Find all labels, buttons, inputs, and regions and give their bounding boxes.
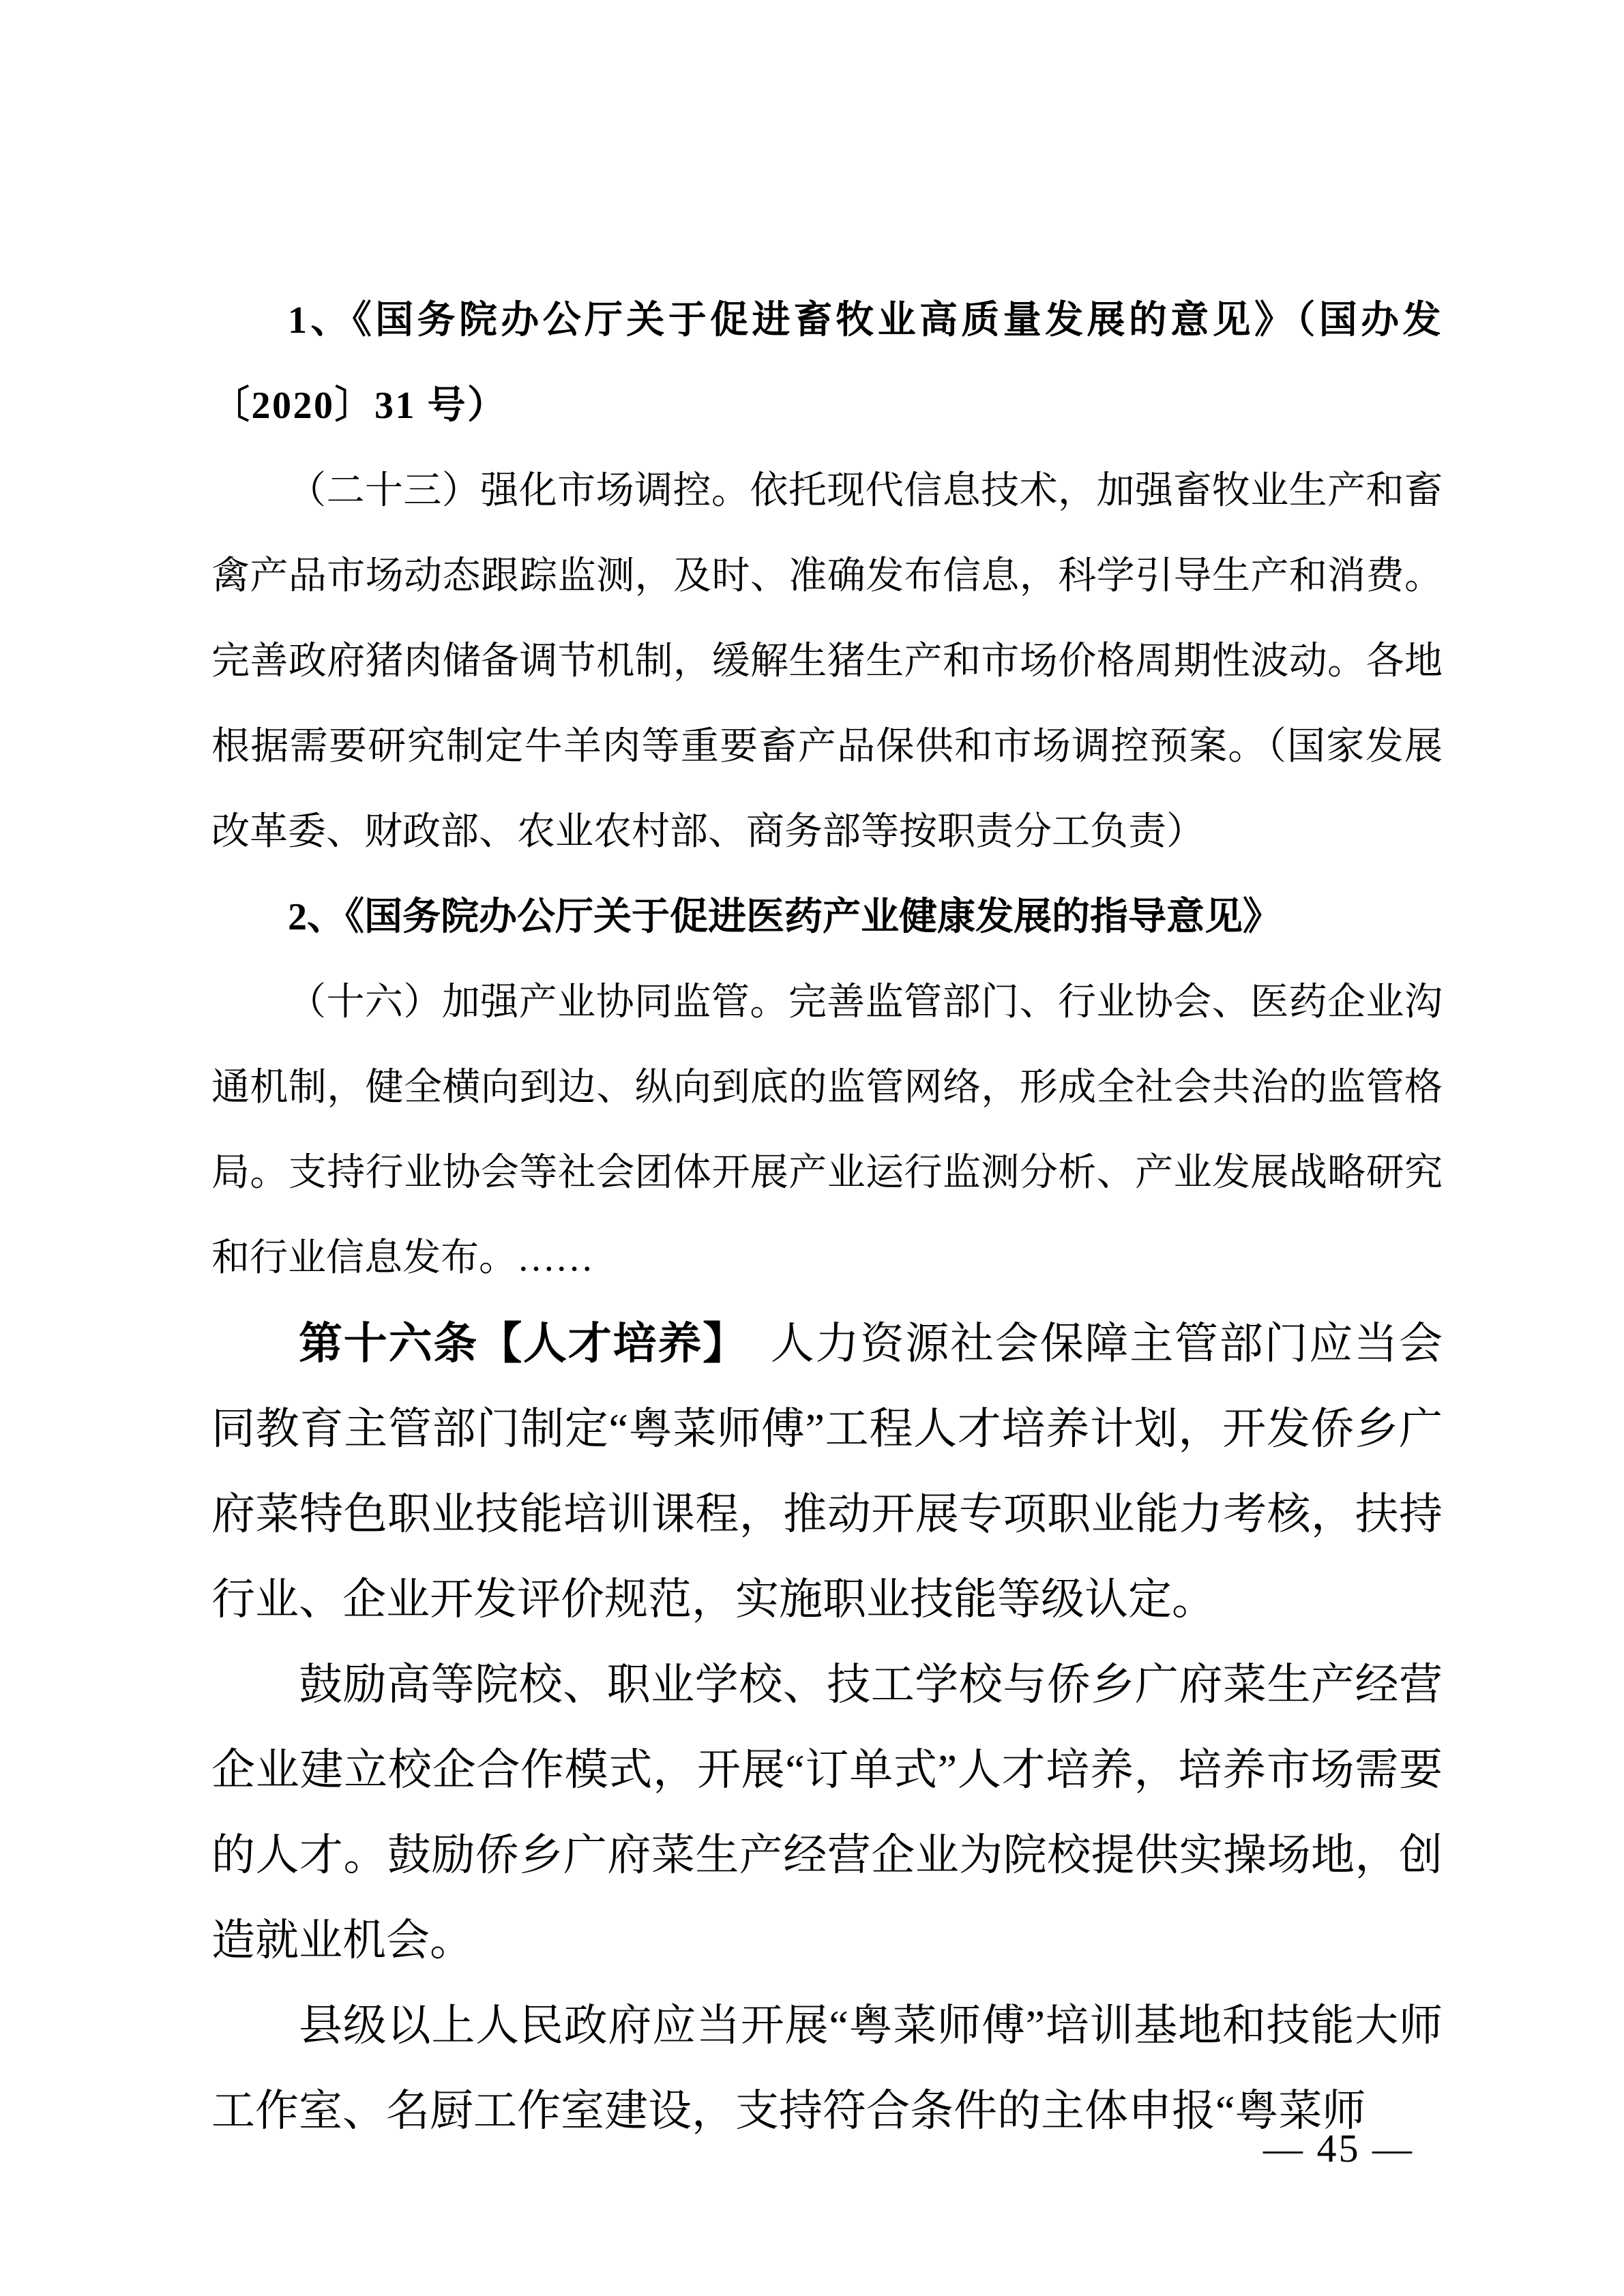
article-16-paragraph-3: 县级以上人民政府应当开展“粤菜师傅”培训基地和技能大师工作室、名厨工作室建设，支持符合条件的主体申报“粤菜师	[211, 2001, 1443, 2135]
article-16-paragraph-1	[211, 1301, 1443, 1642]
article-16-heading: 第十六条【人才培养】	[299, 1320, 726, 1368]
cited-doc-2-title: 2、《国务院办公厅关于促进医药产业健康发展的指导意见》	[288, 896, 1281, 938]
cited-doc-1-excerpt: （二十三）强化市场调控。依托现代信息技术，加强畜牧业生产和畜禽产品市场动态跟踪监测，及时、准确发布信息，科学引导生产和消费。完善政府猪肉储备调节机制，缓解生猪生产和市场价格周期性波动。各地根据需要研究制定牛羊肉等重要畜产品保供和市场调控预案。（国家发展改革委、财政部、农业农村部、商务部等按职责分工负责）	[211, 470, 1443, 853]
page-number: — 45 —	[1263, 2126, 1414, 2171]
document-content	[211, 0, 1443, 2153]
article-16-body-text: 人力资源社会保障主管部门应当会同教育主管部门制定“粤菜师傅”工程人才培养计划，开发侨乡广府菜特色职业技能培训课程，推动开展专项职业能力考核，扶持行业、企业开发评价规范，实施职业技能等级认定。	[211, 1320, 1443, 1624]
cited-doc-1-title: 1、《国务院办公厅关于促进畜牧业高质量发展的意见》（国办发〔2020〕31 号）	[211, 299, 1443, 427]
article-16-paragraph-2: 鼓励高等院校、职业学校、技工学校与侨乡广府菜生产经营企业建立校企合作模式，开展“订单式”人才培养，培养市场需要的人才。鼓励侨乡广府菜生产经营企业为院校提供实操场地，创造就业机会。	[211, 1660, 1443, 1965]
cited-doc-2-excerpt: （十六）加强产业协同监管。完善监管部门、行业协会、医药企业沟通机制，健全横向到边、纵向到底的监管网络，形成全社会共治的监管格局。支持行业协会等社会团体开展产业运行监测分析、产业发展战略研究和行业信息发布。……	[211, 981, 1443, 1279]
